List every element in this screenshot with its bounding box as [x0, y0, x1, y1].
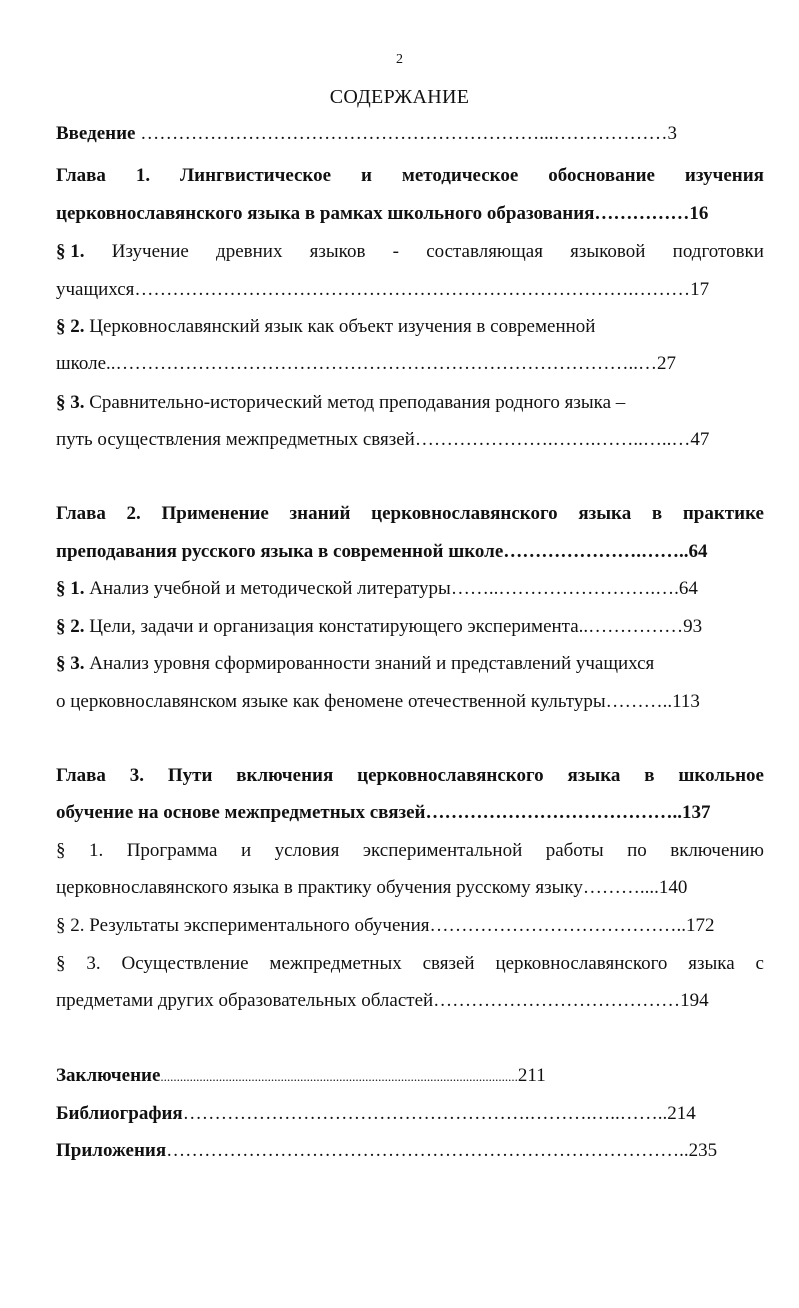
toc-leader: ……………………………………………………………………….. — [166, 1140, 689, 1161]
section-title: Анализ учебной и методической литературы……..…………………….….64 — [84, 578, 698, 599]
word: включения — [236, 765, 334, 786]
chapter1-section2-line1[interactable] — [56, 315, 595, 339]
chapter3-section2[interactable]: § 2. Результаты экспериментального обучения…………………………………..172 — [56, 915, 715, 936]
word: обоснование — [548, 165, 655, 186]
section-title: Анализ уровня сформированности знаний и представлений учащихся — [84, 653, 655, 674]
toc-leader: .............................................................................................................. — [160, 1069, 518, 1084]
chapter1-section1-line1[interactable] — [56, 240, 764, 264]
word: включению — [670, 840, 764, 861]
word: Программа — [126, 840, 218, 861]
word: языковой — [570, 241, 646, 262]
word: экспериментальной — [362, 840, 523, 861]
word: составляющая — [426, 241, 543, 262]
word: межпредметных — [269, 953, 402, 974]
word: по — [627, 840, 647, 861]
chapter3-heading-line1[interactable] — [56, 764, 764, 788]
chapter1-section1-line2[interactable]: учащихся…………………………………………………………………….………17 — [56, 279, 710, 300]
word: Глава — [56, 765, 106, 786]
toc-entry-label: Приложения — [56, 1140, 167, 1161]
toc-leader: ………………………………………………………...……………… — [135, 123, 668, 144]
section-number: § 3. — [56, 653, 85, 674]
word: § — [56, 953, 66, 974]
section-title: Церковнославянский язык как объект изучения в современной — [84, 316, 596, 337]
word: Лингвистическое — [180, 165, 332, 186]
chapter3-section3-line1[interactable] — [56, 952, 764, 976]
toc-title: СОДЕРЖАНИЕ — [329, 86, 470, 108]
word: школьное — [678, 765, 764, 786]
chapter2-heading-line2[interactable]: преподавания русского языка в современной школе………………….……..64 — [56, 541, 708, 562]
toc-leader: ……………………………………………….……….…..…….. — [182, 1103, 668, 1124]
word: и — [240, 840, 252, 861]
section-number: § 1. — [56, 241, 85, 262]
chapter1-section3-line2[interactable]: путь осуществления межпредметных связей………………….…….……..…..…47 — [56, 429, 710, 450]
chapter3-section3-line2[interactable]: предметами других образовательных областей…………………………………194 — [56, 990, 709, 1011]
word: Глава — [56, 165, 106, 186]
chapter1-section3-line1[interactable] — [56, 391, 625, 415]
word: Пути — [167, 765, 213, 786]
toc-entry-appendices[interactable] — [56, 1139, 717, 1163]
chapter3-heading-line2[interactable]: обучение на основе межпредметных связей…………………………………..137 — [56, 802, 711, 823]
toc-page: 235 — [688, 1140, 718, 1161]
word: 1. — [135, 165, 151, 186]
word: 2. — [126, 503, 141, 524]
chapter1-section2-line2[interactable]: школе..………………………………………………………………………..…27 — [56, 353, 677, 374]
word: Осуществление — [121, 953, 249, 974]
word: с — [755, 953, 764, 974]
toc-page: 3 — [667, 123, 677, 144]
word: в — [651, 503, 663, 524]
chapter2-section3-line2[interactable]: о церковнославянском языке как феномене отечественной культуры………..113 — [56, 691, 700, 712]
section-number: § 2. — [56, 316, 85, 337]
word: Применение — [161, 503, 269, 524]
word: практике — [682, 503, 764, 524]
word: древних — [216, 241, 283, 262]
word: подготовки — [672, 241, 764, 262]
word: 3. — [86, 953, 101, 974]
word: языков — [309, 241, 366, 262]
word: связей — [422, 953, 475, 974]
toc-entry-label: Библиография — [56, 1103, 183, 1124]
word: методическое — [401, 165, 519, 186]
word: работы — [545, 840, 604, 861]
word: и — [360, 165, 372, 186]
section-number: § 2. — [56, 616, 85, 637]
word: Изучение — [111, 241, 189, 262]
chapter2-section2[interactable] — [56, 615, 702, 639]
word: 3. — [129, 765, 144, 786]
section-number: § 3. — [56, 392, 85, 413]
section-title: Сравнительно-исторический метод преподавания родного языка – — [84, 392, 626, 413]
page-number: 2 — [396, 52, 403, 67]
word: изучения — [684, 165, 764, 186]
word: § — [56, 840, 66, 861]
word: 1. — [88, 840, 104, 861]
chapter1-heading-line2[interactable]: церковнославянского языка в рамках школьного образования……………16 — [56, 203, 709, 224]
word: знаний — [289, 503, 351, 524]
section-title: Цели, задачи и организация констатирующего эксперимента..……………93 — [84, 616, 703, 637]
toc-entry-bibliography[interactable] — [56, 1102, 696, 1126]
chapter2-heading-line1[interactable] — [56, 502, 764, 526]
word: языка — [578, 503, 632, 524]
word: церковнославянского — [357, 765, 544, 786]
toc-entry-label: Заключение — [56, 1065, 161, 1086]
word: в — [644, 765, 655, 786]
toc-page: 214 — [667, 1103, 696, 1124]
toc-entry-conclusion[interactable] — [56, 1064, 546, 1089]
word: - — [392, 241, 399, 262]
chapter1-heading-line1[interactable] — [56, 164, 764, 188]
word: языка — [688, 953, 735, 974]
word: языка — [567, 765, 621, 786]
chapter2-section3-line1[interactable] — [56, 652, 654, 676]
chapter3-section1-line2[interactable]: церковнославянского языка в практику обучения русскому языку………....140 — [56, 877, 688, 898]
word: Глава — [56, 503, 106, 524]
toc-entry-label: Введение — [56, 123, 136, 144]
word: церковнославянского — [371, 503, 558, 524]
chapter3-section1-line1[interactable] — [56, 839, 764, 863]
toc-entry-intro[interactable] — [56, 122, 677, 146]
chapter2-section1[interactable] — [56, 577, 698, 601]
section-number: § 1. — [56, 578, 85, 599]
word: условия — [274, 840, 340, 861]
toc-page: 211 — [517, 1065, 546, 1086]
word: церковнославянского — [495, 953, 668, 974]
